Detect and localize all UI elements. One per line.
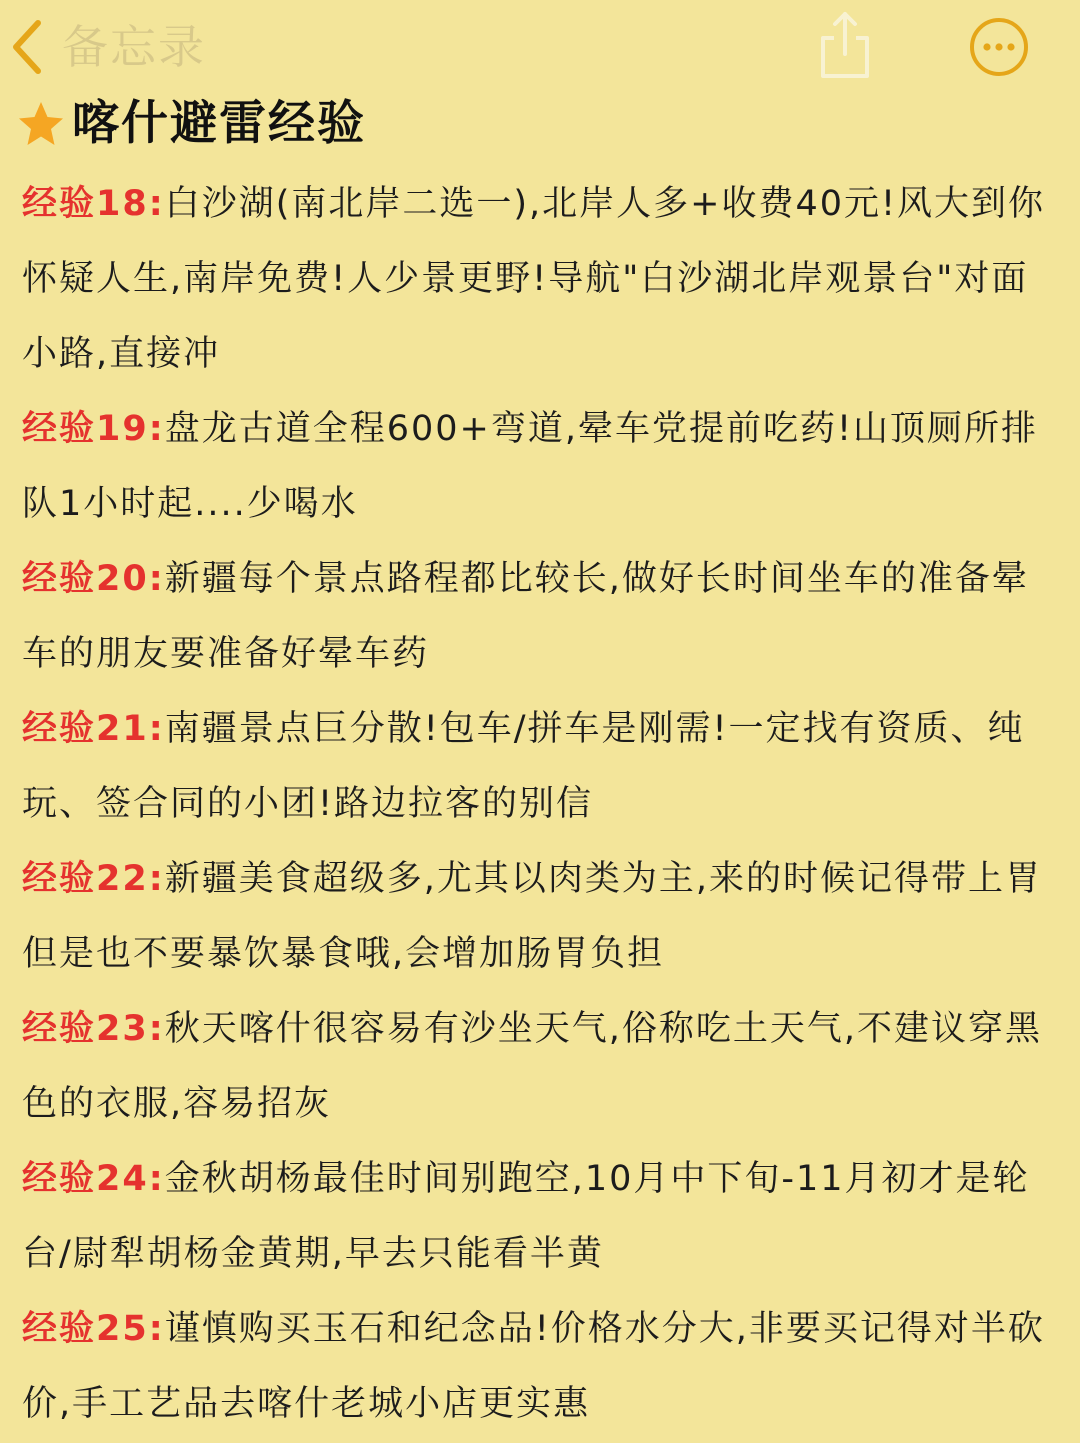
- tip-label: 经验21:: [22, 709, 165, 749]
- tip-item: [22, 392, 1060, 542]
- tip-label: 经验20:: [22, 559, 165, 599]
- tip-item: [22, 542, 1060, 692]
- tip-item: [22, 692, 1060, 842]
- tip-item: [22, 992, 1060, 1142]
- share-button[interactable]: [815, 8, 875, 82]
- tip-label: 经验24:: [22, 1159, 165, 1199]
- tip-text: 金秋胡杨最佳时间别跑空,10月中下旬-11月初才是轮台/尉犁胡杨金黄期,早去只能看半黄: [22, 1159, 1030, 1274]
- tip-text: 秋天喀什很容易有沙坐天气,俗称吃土天气,不建议穿黑色的衣服,容易招灰: [22, 1009, 1042, 1124]
- note-body[interactable]: [22, 167, 1060, 1442]
- tip-label: 经验25:: [22, 1309, 165, 1349]
- tip-label: 经验18:: [22, 184, 165, 224]
- more-icon: [968, 63, 1030, 82]
- tip-item: [22, 842, 1060, 992]
- share-icon: [815, 67, 875, 86]
- tip-text: 白沙湖(南北岸二选一),北岸人多+收费40元!风大到你怀疑人生,南岸免费!人少景更野!导航"白沙湖北岸观景台"对面小路,直接冲: [22, 184, 1046, 374]
- tip-label: 经验22:: [22, 859, 165, 899]
- tip-item: [22, 1142, 1060, 1292]
- tip-item: [22, 167, 1060, 392]
- back-button[interactable]: [8, 14, 206, 80]
- more-button[interactable]: [968, 16, 1030, 78]
- tip-item: [22, 1292, 1060, 1442]
- navigation-bar: [0, 0, 1080, 92]
- note-title-row: [16, 96, 366, 152]
- tip-label: 经验19:: [22, 409, 165, 449]
- tip-text: 南疆景点巨分散!包车/拼车是刚需!一定找有资质、纯玩、签合同的小团!路边拉客的别信: [22, 709, 1025, 824]
- chevron-left-icon: [8, 15, 48, 79]
- back-label: 备忘录: [62, 20, 206, 74]
- tip-text: 新疆美食超级多,尤其以肉类为主,来的时候记得带上胃但是也不要暴饮暴食哦,会增加肠胃负担: [22, 859, 1042, 974]
- note-title: 喀什避雷经验: [72, 96, 366, 151]
- tip-text: 盘龙古道全程600+弯道,晕车党提前吃药!山顶厕所排队1小时起....少喝水: [22, 409, 1038, 524]
- tip-label: 经验23:: [22, 1009, 165, 1049]
- tip-text: 谨慎购买玉石和纪念品!价格水分大,非要买记得对半砍价,手工艺品去喀什老城小店更实惠: [22, 1309, 1045, 1424]
- tip-text: 新疆每个景点路程都比较长,做好长时间坐车的准备晕车的朋友要准备好晕车药: [22, 559, 1029, 674]
- star-icon: [16, 99, 66, 149]
